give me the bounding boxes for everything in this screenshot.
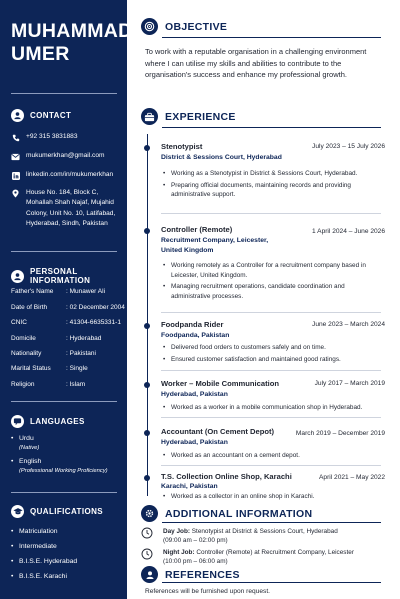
field-value: : Hyderabad bbox=[66, 334, 102, 342]
email-icon bbox=[11, 152, 20, 161]
job-divider bbox=[161, 465, 381, 466]
field-value: : Pakistani bbox=[66, 350, 96, 357]
languages-heading bbox=[11, 415, 85, 428]
objective-heading-text: OBJECTIVE bbox=[165, 20, 228, 33]
personal-info-row bbox=[11, 362, 125, 377]
job-date: 1 April 2024 – June 2026 bbox=[312, 228, 385, 235]
job-company: Hyderabad, Pakistan bbox=[161, 439, 228, 446]
field-label: CNIC bbox=[11, 319, 27, 327]
job-bullet: • Worked as an accountant on a cement depot. bbox=[161, 451, 381, 461]
languages-heading-text: LANGUAGES bbox=[30, 417, 85, 426]
job-company: District & Sessions Court, Hyderabad bbox=[161, 154, 282, 161]
personal-info-table bbox=[11, 285, 125, 393]
contact-heading-text: CONTACT bbox=[30, 111, 72, 120]
job-date: July 2017 – March 2019 bbox=[314, 380, 385, 387]
section-divider bbox=[162, 37, 381, 38]
contact-phone[interactable] bbox=[11, 132, 126, 142]
job-divider bbox=[161, 213, 381, 214]
job-shift-label: Night Job: bbox=[163, 549, 195, 556]
job-bullet: • Worked as a worker in a mobile communication shop in Hyderabad. bbox=[161, 403, 381, 413]
job-shift-description: Controller (Remote) at Recruitment Company, Leicester bbox=[196, 549, 354, 556]
qualifications-list bbox=[11, 526, 77, 582]
job-bullet: • Worked as a collector in an online shop in Karachi. bbox=[161, 492, 381, 502]
main-content bbox=[127, 0, 400, 599]
job-bullets bbox=[161, 343, 381, 366]
experience-heading bbox=[141, 108, 236, 125]
sidebar bbox=[0, 0, 133, 599]
field-label: Marital Status bbox=[11, 365, 51, 373]
job-bullets bbox=[161, 169, 381, 202]
timeline-dot bbox=[144, 323, 150, 329]
experience-timeline bbox=[147, 134, 148, 496]
objective-heading bbox=[141, 18, 227, 35]
chat-icon bbox=[11, 415, 24, 428]
gear-icon bbox=[141, 505, 158, 522]
person-icon bbox=[11, 270, 24, 283]
job-company: Recruitment Company, Leicester, United Kingdom bbox=[161, 237, 269, 254]
target-icon bbox=[141, 18, 158, 35]
timeline-dot bbox=[144, 430, 150, 436]
references-text: References will be furnished upon request. bbox=[145, 588, 270, 595]
references-heading-text: REFERENCES bbox=[165, 568, 240, 581]
personal-info-row bbox=[11, 331, 125, 346]
job-shift-label: Day Job: bbox=[163, 528, 190, 535]
job-date: April 2021 – May 2022 bbox=[319, 474, 385, 481]
experience-heading-text: EXPERIENCE bbox=[165, 110, 236, 123]
job-bullet: • Working as a Stenotypist in District & Sessions Court, Hyderabad. bbox=[161, 169, 381, 179]
personal-info-row bbox=[11, 347, 125, 362]
qualification-item: • Matriculation bbox=[11, 526, 77, 537]
job-company: Karachi, Pakistan bbox=[161, 483, 218, 490]
divider bbox=[11, 251, 117, 252]
phone-icon bbox=[11, 133, 20, 142]
field-label: Date of Birth bbox=[11, 303, 48, 311]
job-company: Hyderabad, Pakistan bbox=[161, 391, 228, 398]
qualifications-heading bbox=[11, 505, 103, 518]
language-level: (Native) bbox=[19, 445, 40, 451]
job-bullet: • Managing recruitment operations, candidate coordination and administrative processes. bbox=[161, 282, 381, 301]
divider bbox=[11, 401, 117, 402]
personal-info-heading-text: PERSONAL INFORMATION bbox=[30, 267, 91, 285]
qualification-item: • Intermediate bbox=[11, 541, 77, 552]
job-title: Controller (Remote) bbox=[161, 225, 233, 234]
job-divider bbox=[161, 417, 381, 418]
clock-icon bbox=[141, 548, 153, 560]
candidate-name bbox=[11, 20, 133, 66]
linkedin-url: linkedin.com/in/mukumerkhan bbox=[26, 171, 114, 178]
linkedin-icon bbox=[11, 171, 20, 180]
job-title: T.S. Collection Online Shop, Karachi bbox=[161, 472, 292, 481]
job-bullets bbox=[161, 403, 381, 415]
contact-linkedin[interactable] bbox=[11, 170, 126, 180]
job-bullet: • Preparing official documents, maintaining records and providing administrative support. bbox=[161, 181, 381, 200]
job-bullet: • Delivered food orders to customers safely and on time. bbox=[161, 343, 381, 353]
job-bullet: • Ensured customer satisfaction and maintained good ratings. bbox=[161, 355, 381, 365]
field-label: Domicile bbox=[11, 334, 36, 342]
job-bullets bbox=[161, 451, 381, 463]
language-item: • English bbox=[11, 456, 108, 467]
job-date: March 2019 – December 2019 bbox=[295, 430, 385, 437]
field-label: Nationality bbox=[11, 350, 42, 357]
additional-info-heading bbox=[141, 505, 312, 522]
field-label: Father's Name bbox=[11, 288, 54, 296]
qualification-item: • B.I.S.E. Hyderabad bbox=[11, 556, 77, 567]
section-divider bbox=[162, 582, 381, 583]
personal-info-heading bbox=[11, 267, 127, 285]
objective-text: To work with a reputable organisation in a challenging environment where I can utilise my skills and abilities to contribute to the organisation's success and enhance my professional growth. bbox=[145, 47, 367, 80]
job-title: Foodpanda Rider bbox=[161, 320, 224, 329]
timeline-dot bbox=[144, 382, 150, 388]
personal-info-row bbox=[11, 285, 125, 300]
section-divider bbox=[162, 127, 381, 128]
timeline-dot bbox=[144, 228, 150, 234]
language-level: (Professional Working Proficiency) bbox=[19, 468, 108, 474]
field-value: : 02 December 2004 bbox=[66, 303, 125, 311]
job-company: Foodpanda, Pakistan bbox=[161, 332, 230, 339]
timeline-dot bbox=[144, 145, 150, 151]
postal-address: House No. 184, Block C, Mohallah Shah Najaf, Mujahid Colony, Unit No. 10, Latifabad, Hyderabad, Sindh, Pakistan bbox=[26, 189, 116, 228]
field-value: : 41304-6635331-1 bbox=[66, 319, 121, 327]
field-value: : Single bbox=[66, 365, 88, 373]
additional-info-text bbox=[163, 527, 383, 546]
job-title: Accountant (On Cement Depot) bbox=[161, 427, 275, 436]
person-icon bbox=[11, 109, 24, 122]
language-item: • Urdu bbox=[11, 433, 108, 444]
clock-icon bbox=[141, 527, 153, 539]
qualifications-heading-text: QUALIFICATIONS bbox=[30, 507, 104, 516]
job-date: June 2023 – March 2024 bbox=[312, 321, 385, 328]
job-divider bbox=[161, 312, 381, 313]
job-bullets bbox=[161, 261, 381, 303]
additional-info-text bbox=[163, 548, 383, 567]
job-date: July 2023 – 15 July 2026 bbox=[312, 143, 385, 150]
location-icon bbox=[11, 189, 20, 198]
job-divider bbox=[161, 370, 381, 371]
field-label: Religion bbox=[11, 380, 35, 388]
job-shift-description: Stenotypist at District & Sessions Court, Hyderabad bbox=[191, 528, 338, 535]
name-line-1: MUHAMMAD bbox=[11, 20, 133, 42]
contact-address bbox=[11, 188, 121, 230]
contact-email[interactable] bbox=[11, 151, 126, 161]
briefcase-icon bbox=[141, 108, 158, 125]
section-divider bbox=[162, 522, 381, 523]
job-bullets bbox=[161, 492, 381, 504]
references-heading bbox=[141, 566, 240, 583]
email-address: mukumerkhan@gmail.com bbox=[26, 152, 105, 159]
personal-info-row bbox=[11, 316, 125, 331]
personal-info-row bbox=[11, 300, 125, 315]
field-value: : Islam bbox=[66, 380, 86, 388]
job-bullet: • Working remotely as a Controller for a recruitment company based in Leicester, United Kingdom. bbox=[161, 261, 381, 280]
divider bbox=[11, 492, 117, 493]
job-title: Worker – Mobile Communication bbox=[161, 379, 279, 388]
contact-heading bbox=[11, 109, 71, 122]
field-value: : Munawer Ali bbox=[66, 288, 106, 296]
personal-info-row bbox=[11, 377, 125, 392]
job-shift-time: (09:00 am – 02:00 pm) bbox=[163, 537, 228, 545]
qualification-item: • B.I.S.E. Karachi bbox=[11, 571, 77, 582]
divider bbox=[11, 93, 117, 94]
languages-list bbox=[11, 433, 108, 476]
job-shift-time: (10:00 pm – 06:00 am) bbox=[163, 558, 228, 566]
timeline-dot bbox=[144, 475, 150, 481]
graduation-icon bbox=[11, 505, 24, 518]
additional-info-heading-text: ADDITIONAL INFORMATION bbox=[165, 507, 313, 520]
job-title: Stenotypist bbox=[161, 142, 203, 151]
person-icon bbox=[141, 566, 158, 583]
name-line-2: UMER bbox=[11, 43, 70, 65]
phone-number: +92 315 3831883 bbox=[26, 133, 78, 140]
